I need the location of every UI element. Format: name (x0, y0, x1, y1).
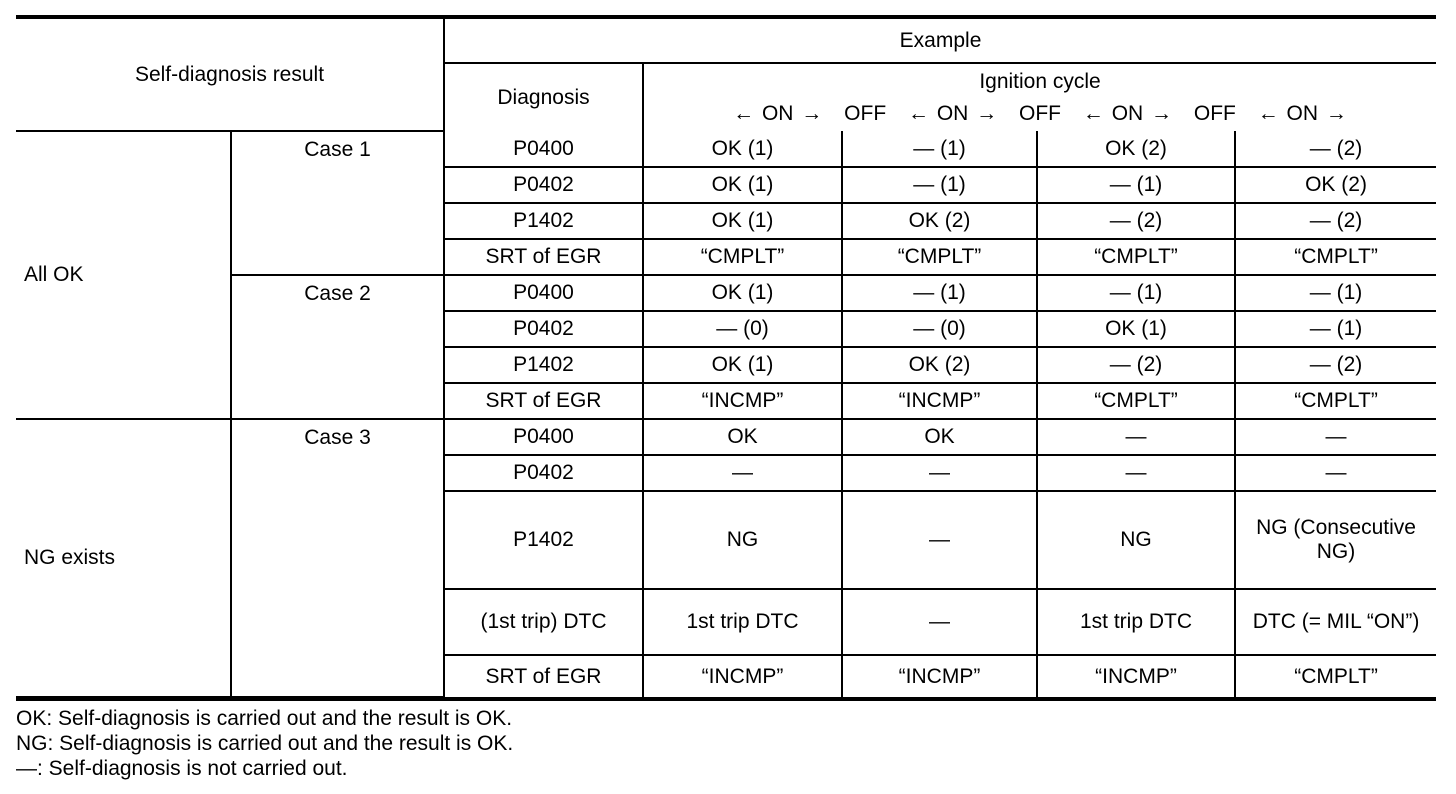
cycle-value-cell: “INCMP” (643, 655, 842, 697)
diagnosis-cell: P0402 (444, 311, 643, 347)
cycle-value-cell: OK (842, 419, 1037, 455)
cycle-value-cell: — (1) (1235, 275, 1436, 311)
legend-line-ok: OK: Self-diagnosis is carried out and the result is OK. (16, 707, 513, 730)
table-row (16, 131, 1436, 167)
cycle-value-cell: — (1) (842, 275, 1037, 311)
table-bottom-rule (16, 697, 1436, 701)
diagnosis-cell: P0402 (444, 455, 643, 491)
cycle-value-cell: — (842, 589, 1037, 655)
cycle-value-cell: — (1037, 419, 1235, 455)
ignition-step: ← ON → (1257, 101, 1347, 125)
diagnosis-cell: SRT of EGR (444, 655, 643, 697)
case-label: Case 1 (231, 131, 444, 275)
cycle-value-cell: “CMPLT” (1037, 239, 1235, 275)
cycle-value-cell: 1st trip DTC (643, 589, 842, 655)
legend-line-dash: —: Self-diagnosis is not carried out. (16, 757, 348, 780)
cycle-value-cell: — (1) (842, 167, 1037, 203)
cycle-value-cell: — (1037, 455, 1235, 491)
cycle-value-cell: — (643, 455, 842, 491)
cycle-value-cell: — (1) (1037, 167, 1235, 203)
diagnosis-cell: P1402 (444, 491, 643, 589)
cycle-value-cell: 1st trip DTC (1037, 589, 1235, 655)
table-row (16, 419, 1436, 455)
cycle-value-cell: OK (1) (643, 203, 842, 239)
cycle-value-cell: NG (Consecutive NG) (1235, 491, 1436, 589)
cycle-value-cell: — (1) (1235, 311, 1436, 347)
cycle-value-cell: OK (1) (643, 131, 842, 167)
diagnosis-cell: P0400 (444, 275, 643, 311)
cycle-value-cell: OK (1) (643, 275, 842, 311)
cycle-value-cell: “INCMP” (643, 383, 842, 419)
diagnosis-cell: (1st trip) DTC (444, 589, 643, 655)
legend-line-ng: NG: Self-diagnosis is carried out and the result is OK. (16, 732, 514, 755)
legend (16, 706, 513, 781)
cycle-value-cell: — (842, 455, 1037, 491)
cycle-value-cell: “CMPLT” (1235, 383, 1436, 419)
cycle-value-cell: OK (2) (1235, 167, 1436, 203)
cycle-value-cell: — (2) (1235, 131, 1436, 167)
ignition-step: OFF (1193, 101, 1236, 125)
diagnosis-cell: P0402 (444, 167, 643, 203)
self-diagnosis-table (16, 19, 1436, 698)
cycle-value-cell: — (2) (1037, 347, 1235, 383)
cycle-value-cell: “INCMP” (842, 655, 1037, 697)
case-label: Case 3 (231, 419, 444, 697)
diagnosis-cell: P1402 (444, 347, 643, 383)
cycle-value-cell: DTC (= MIL “ON”) (1235, 589, 1436, 655)
header-example: Example (444, 19, 1436, 63)
cycle-value-cell: “CMPLT” (1235, 239, 1436, 275)
table-body (16, 131, 1436, 697)
ignition-cycle-title: Ignition cycle (979, 70, 1101, 93)
diagnosis-cell: SRT of EGR (444, 383, 643, 419)
cycle-value-cell: OK (1) (643, 347, 842, 383)
ignition-sequence (644, 102, 1436, 126)
cycle-value-cell: “CMPLT” (1037, 383, 1235, 419)
cycle-value-cell: “CMPLT” (643, 239, 842, 275)
cycle-value-cell: “CMPLT” (1235, 655, 1436, 697)
header-ignition-cycle (643, 63, 1436, 131)
cycle-value-cell: OK (2) (1037, 131, 1235, 167)
cycle-value-cell: OK (2) (842, 203, 1037, 239)
ignition-step: ← ON → (908, 101, 998, 125)
group-label: All OK (16, 131, 231, 419)
cycle-value-cell: — (2) (1235, 203, 1436, 239)
cycle-value-cell: NG (643, 491, 842, 589)
cycle-value-cell: — (1235, 455, 1436, 491)
cycle-value-cell: — (842, 491, 1037, 589)
group-label: NG exists (16, 419, 231, 697)
ignition-step: ← ON → (733, 101, 823, 125)
ignition-step: ← ON → (1082, 101, 1173, 125)
ignition-step: OFF (844, 101, 887, 125)
cycle-value-cell: — (1235, 419, 1436, 455)
cycle-value-cell: — (1) (842, 131, 1037, 167)
cycle-value-cell: “CMPLT” (842, 239, 1037, 275)
cycle-value-cell: OK (1) (643, 167, 842, 203)
header-diagnosis: Diagnosis (444, 63, 643, 131)
diagnosis-cell: P0400 (444, 419, 643, 455)
cycle-value-cell: “INCMP” (842, 383, 1037, 419)
cycle-value-cell: OK (2) (842, 347, 1037, 383)
ignition-step: OFF (1019, 101, 1062, 125)
case-label: Case 2 (231, 275, 444, 419)
diagnosis-cell: P0400 (444, 131, 643, 167)
cycle-value-cell: — (1) (1037, 275, 1235, 311)
diagnosis-cell: P1402 (444, 203, 643, 239)
cycle-value-cell: OK (1) (1037, 311, 1235, 347)
cycle-value-cell: “INCMP” (1037, 655, 1235, 697)
diagnosis-cell: SRT of EGR (444, 239, 643, 275)
cycle-value-cell: NG (1037, 491, 1235, 589)
cycle-value-cell: — (2) (1037, 203, 1235, 239)
cycle-value-cell: — (0) (643, 311, 842, 347)
header-self-diagnosis-result: Self-diagnosis result (16, 19, 444, 131)
cycle-value-cell: OK (643, 419, 842, 455)
cycle-value-cell: — (2) (1235, 347, 1436, 383)
cycle-value-cell: — (0) (842, 311, 1037, 347)
